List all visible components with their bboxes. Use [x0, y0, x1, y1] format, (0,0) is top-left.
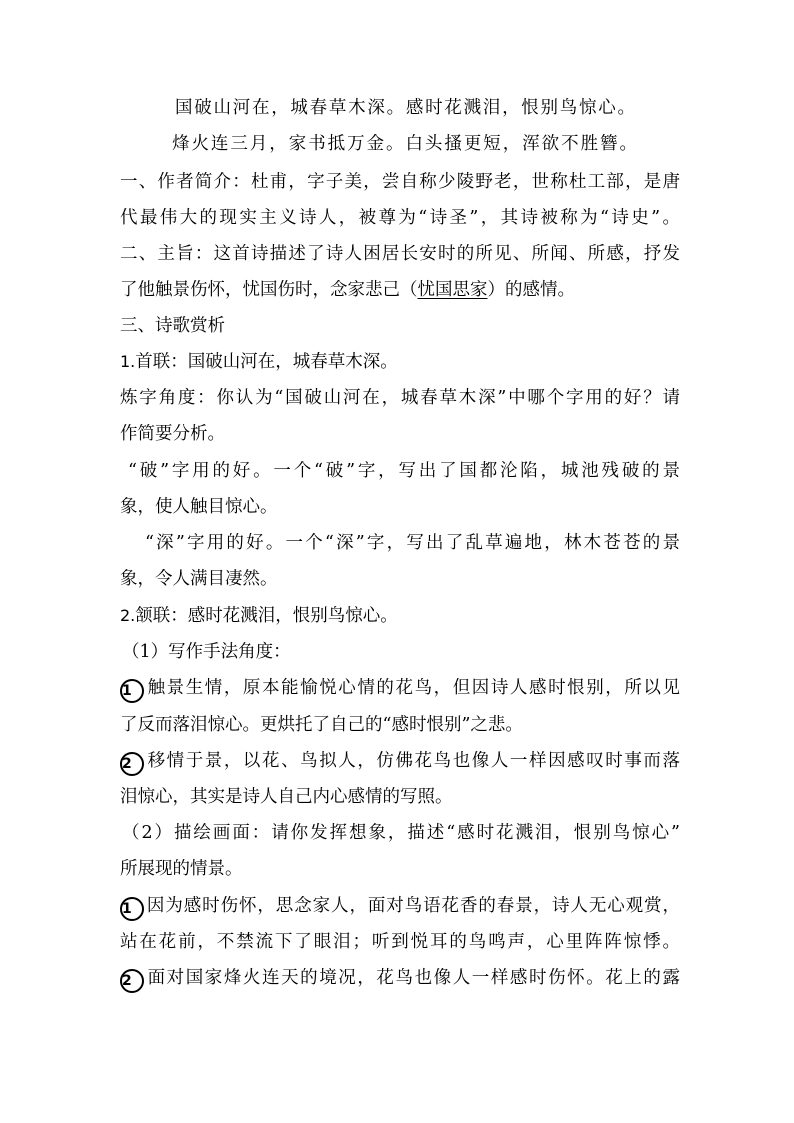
theme-line-2-pre: 了他触景伤怀，忧国伤时，念家悲己（ [120, 280, 418, 300]
couplet-2-heading [120, 604, 680, 628]
theme-answer: 忧国思家 [417, 280, 488, 300]
circled-number-icon: 1 [120, 897, 144, 921]
couplet-1-text: 首联：国破山河在，城春草木深。 [135, 352, 398, 372]
couplet-1-number: 1. [120, 352, 136, 371]
couplet-2-point-2-text: 移情于景，以花、鸟拟人，仿佛花鸟也像人一样因感叹时事而落 [146, 751, 680, 771]
couplet-2-point-1-line-1 [120, 676, 680, 703]
couplet-2-desc-1-line-1 [120, 894, 680, 921]
theme-line-1: 二、主旨：这首诗描述了诗人困居长安时的所见、所闻、所感，抒发 [120, 244, 680, 264]
circled-number-icon: 2 [120, 969, 144, 993]
couplet-2-desc-2-text: 面对国家烽火连天的境况，花鸟也像人一样感时伤怀。花上的露 [146, 968, 680, 988]
couplet-1-heading [120, 350, 680, 374]
couplet-2-sub-2-line-1: （2）描绘画面：请你发挥想象，描述“感时花溅泪，恨别鸟惊心” [122, 823, 680, 843]
circled-number-icon: 2 [120, 752, 144, 776]
author-intro-line-2: 代最伟大的现实主义诗人，被尊为“诗圣”，其诗被称为“诗史”。 [120, 208, 680, 228]
couplet-2-sub-1: （1）写作手法角度： [122, 642, 291, 662]
couplet-2-desc-1-line-2: 站在花前，不禁流下了眼泪；听到悦耳的鸟鸣声，心里阵阵惊悸。 [120, 932, 680, 952]
circled-number-icon: 1 [120, 679, 144, 703]
couplet-2-point-2-line-1 [120, 749, 680, 776]
couplet-1-question-line-1: 炼字角度：你认为“国破山河在，城春草木深”中哪个字用的好？请 [120, 388, 680, 408]
couplet-1-answer-2-line-2: 象，令人满目凄然。 [120, 569, 278, 589]
author-intro-line-1: 一、作者简介：杜甫，字子美，尝自称少陵野老，世称杜工部，是唐 [120, 172, 680, 192]
couplet-2-sub-2-line-2: 所展现的情景。 [120, 859, 243, 879]
couplet-2-desc-2-line-1 [120, 966, 680, 993]
theme-line-2 [120, 278, 680, 302]
couplet-2-point-1-line-2: 了反而落泪惊心。更烘托了自己的“感时恨别”之悲。 [120, 715, 523, 735]
couplet-2-desc-1-text: 因为感时伤怀，思念家人，面对鸟语花香的春景，诗人无心观赏， [146, 896, 680, 916]
couplet-1-answer-2-line-1: “深”字用的好。一个“深”字，写出了乱草遍地，林木苍苍的景 [145, 533, 680, 553]
couplet-1-question-line-2: 作简要分析。 [120, 424, 225, 444]
theme-line-2-post: ）的感情。 [487, 280, 575, 300]
couplet-1-answer-1-line-1: “破”字用的好。一个“破”字，写出了国都沦陷，城池残破的景 [128, 461, 680, 481]
couplet-2-number: 2. [120, 606, 136, 625]
poem-line-2: 烽火连三月，家书抵万金。白头搔更短，浑欲不胜簪。 [172, 134, 637, 154]
couplet-2-text: 颔联：感时花溅泪，恨别鸟惊心。 [135, 606, 398, 626]
section-3-heading: 三、诗歌赏析 [120, 316, 225, 336]
couplet-2-point-2-line-2: 泪惊心，其实是诗人自己内心感情的写照。 [120, 787, 453, 807]
couplet-1-answer-1-line-2: 象，使人触目惊心。 [120, 497, 278, 517]
poem-line-1: 国破山河在，城春草木深。感时花溅泪，恨别鸟惊心。 [175, 98, 635, 118]
couplet-2-point-1-text: 触景生情，原本能愉悦心情的花鸟，但因诗人感时恨别，所以见 [146, 678, 680, 698]
